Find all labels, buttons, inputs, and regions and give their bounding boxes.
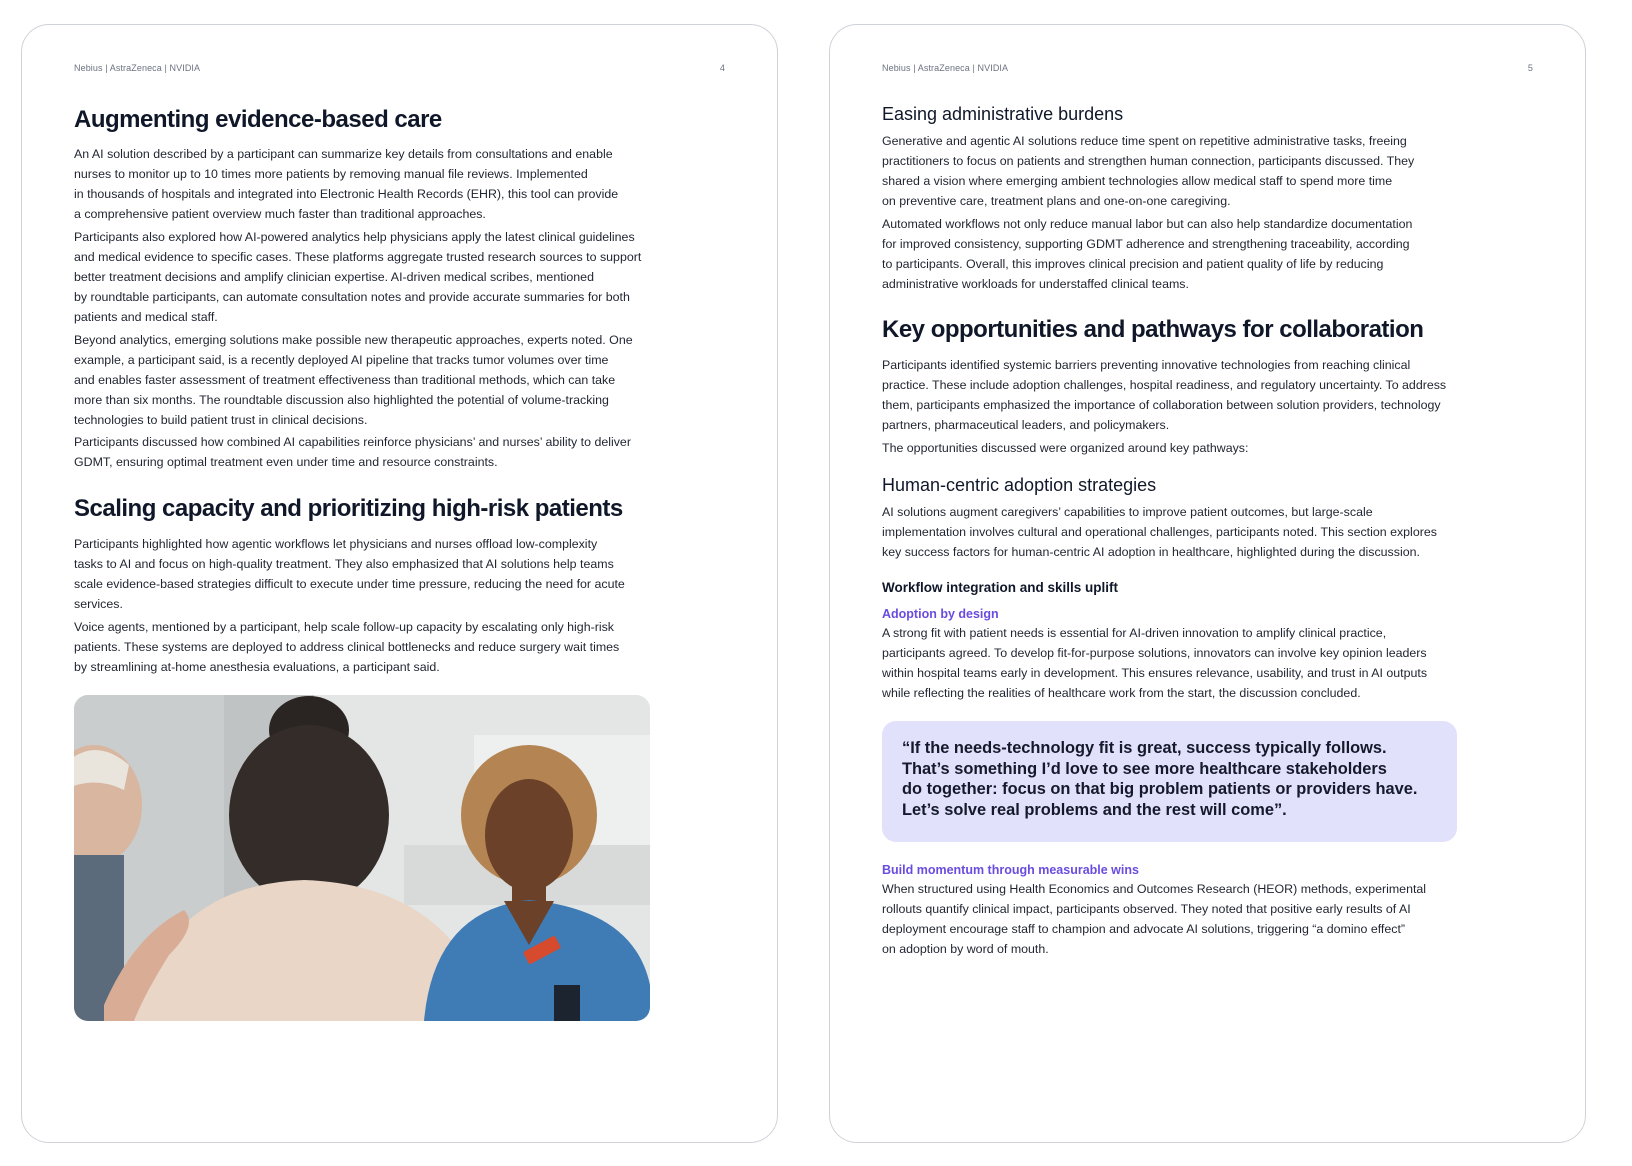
header-brands: Nebius | AstraZeneca | NVIDIA (882, 63, 1009, 73)
nurse-consultation-illustration (74, 695, 650, 1021)
paragraph: Beyond analytics, emerging solutions make possible new therapeutic approaches, experts noted. One example, a participant said, is a recently deployed AI pipeline that tracks tumor volumes over time and enables faster assessment of treatment effectiveness than traditional methods, which can take more than six months. The roundtable discussion also highlighted the potential of volume-tracking technologies to build patient trust in clinical decisions. (74, 333, 633, 427)
page-header (74, 63, 725, 73)
clinic-photo (74, 695, 650, 1021)
paragraph: The opportunities discussed were organized around key pathways: (882, 441, 1249, 455)
section-human-body (882, 502, 1492, 562)
paragraph: Automated workflows not only reduce manual labor but can also help standardize documentation for improved consistency, supporting GDMT adherence and strengthening traceability, according to participants. Overall, this improves clinical precision and patient quality of life by reducing administrative workloads for understaffed clinical teams. (882, 217, 1413, 291)
section-title: Augmenting evidence-based care (74, 106, 442, 133)
paragraph: A strong fit with patient needs is essential for AI-driven innovation to amplify clinical practice, participants agreed. To develop fit-for-purpose solutions, innovators can involve key opinion leaders within hospital teams early in development. This ensures relevance, usability, and trust in AI outputs while reflecting the realities of healthcare work from the start, the discussion concluded. (882, 626, 1428, 700)
page-number: 5 (1527, 63, 1533, 73)
section-scaling-body (74, 534, 684, 614)
build-momentum (882, 861, 1492, 959)
section-augmenting-body-3 (74, 330, 684, 430)
paragraph: An AI solution described by a participant can summarize key details from consultations and enable nurses to monitor up to 10 times more patients by removing manual file reviews. Implemented in thousands of hospitals and integrated into Electronic Health Records (EHR), this tool can provide a comprehensive patient overview much faster than traditional approaches. (74, 147, 619, 221)
paragraph: When structured using Health Economics and Outcomes Research (HEOR) methods, experimental rollouts quantify clinical impact, participants observed. They noted that positive early results of AI deployment encourage staff to champion and advocate AI solutions, triggering “a domino effect” on adoption by word of mouth. (882, 882, 1427, 956)
section-easing-body-2 (882, 214, 1492, 294)
section-augmenting-body-4 (74, 432, 684, 472)
document-page-left (21, 24, 778, 1143)
section-title: Human-centric adoption strategies (882, 475, 1157, 495)
document-page-right (829, 24, 1586, 1143)
paragraph: Participants highlighted how agentic workflows let physicians and nurses offload low-complexity tasks to AI and focus on high-quality treatment. They also emphasized that AI solutions help teams scale evidence-based strategies difficult to execute under time pressure, reducing the need for acute services. (74, 537, 625, 611)
paragraph: Participants discussed how combined AI capabilities reinforce physicians’ and nurses’ ability to deliver GDMT, ensuring optimal treatment even under time and resource constraints. (74, 435, 631, 469)
paragraph: Generative and agentic AI solutions reduce time spent on repetitive administrative tasks, freeing practitioners to focus on patients and strengthen human connection, participants discussed. They shared a vision where emerging ambient technologies allow medical staff to spend more time on preventive care, treatment plans and one-on-one caregiving. (882, 134, 1415, 208)
section-workflow (882, 579, 1492, 597)
paragraph: Participants also explored how AI-powered analytics help physicians apply the latest clinical guidelines and medical evidence to specific cases. These platforms aggregate trusted research sources to support better treatment decisions and amplify clinician expertise. AI-driven medical scribes, mentioned by roundtable participants, can automate consultation notes and provide accurate summaries for both patients and medical staff. (74, 230, 642, 324)
section-title: Scaling capacity and prioritizing high-risk patients (74, 495, 623, 522)
momentum-label: Build momentum through measurable wins (882, 863, 1139, 877)
section-augmenting-body-2 (74, 227, 684, 327)
quote-text: “If the needs-technology fit is great, success typically follows. That’s something I’d love to see more healthcare stakeholders do together: focus on that big problem patients or providers have. Let’s solve real problems and the rest will come”. (902, 739, 1418, 819)
section-key-body (882, 355, 1492, 435)
section-augmenting-body (74, 144, 684, 224)
section-human-centric (882, 473, 1492, 497)
adoption-label: Adoption by design (882, 607, 999, 621)
page-header (882, 63, 1533, 73)
paragraph: Voice agents, mentioned by a participant, help scale follow-up capacity by escalating only high-risk patients. These systems are deployed to address clinical bottlenecks and reduce surgery wait times by streamlining at-home anesthesia evaluations, a participant said. (74, 620, 620, 674)
subsection-title: Workflow integration and skills uplift (882, 580, 1119, 595)
section-augmenting (74, 105, 684, 135)
header-brands: Nebius | AstraZeneca | NVIDIA (74, 63, 201, 73)
section-title: Easing administrative burdens (882, 104, 1124, 124)
adoption-by-design (882, 605, 1492, 703)
section-easing (882, 102, 1492, 126)
paragraph: AI solutions augment caregivers’ capabilities to improve patient outcomes, but large-scale implementation involves cultural and operational challenges, participants noted. This section explores key success factors for human-centric AI adoption in healthcare, highlighted during the discussion. (882, 505, 1437, 559)
page-number: 4 (719, 63, 725, 73)
paragraph: Participants identified systemic barriers preventing innovative technologies from reaching clinical practice. These include adoption challenges, hospital readiness, and regulatory uncertainty. To address them, participants emphasized the importance of collaboration between solution providers, technology partners, pharmaceutical leaders, and policymakers. (882, 358, 1447, 432)
section-key-opportunities (882, 315, 1492, 345)
section-title: Key opportunities and pathways for collaboration (882, 316, 1424, 343)
section-scaling-body-2 (74, 617, 684, 677)
pull-quote (882, 721, 1457, 842)
section-scaling (74, 494, 684, 524)
section-easing-body (882, 131, 1492, 211)
section-key-body-2 (882, 438, 1492, 458)
